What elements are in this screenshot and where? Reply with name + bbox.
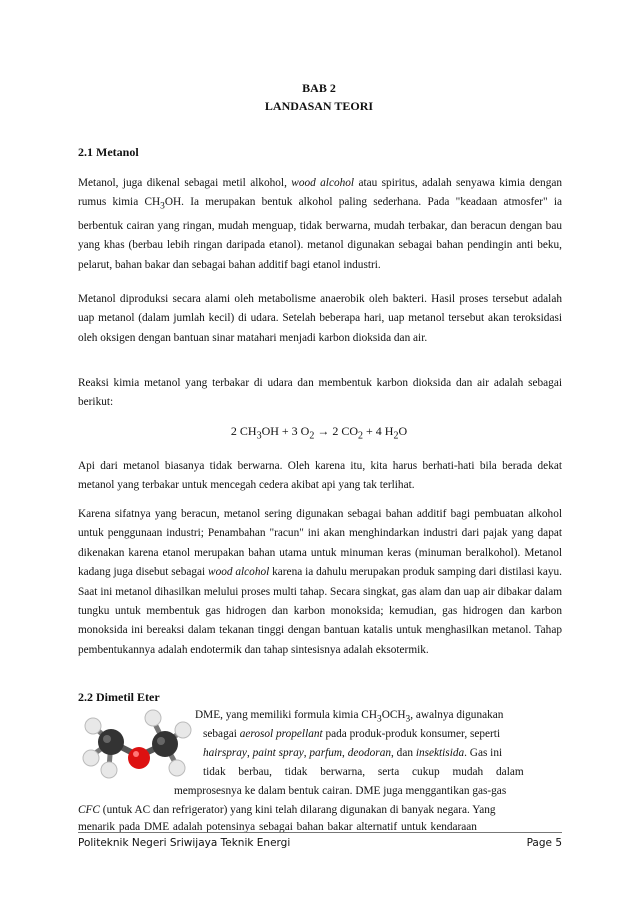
section-heading-metanol: 2.1 Metanol xyxy=(78,145,139,159)
dme-line-2: sebagai aerosol propellant pada produk-produk konsumer, seperti xyxy=(203,728,501,740)
dme-line-5: memprosesnya ke dalam bentuk cairan. DME juga menggantikan gas-gas xyxy=(174,785,507,797)
section-heading-dimetil-eter: 2.2 Dimetil Eter xyxy=(78,690,160,704)
dimethyl-ether-molecule-icon xyxy=(77,706,197,782)
footer-divider xyxy=(78,832,562,833)
page-number: Page 5 xyxy=(526,837,562,849)
paragraph-reaction-intro: Reaksi kimia metanol yang terbakar di udara dan membentuk karbon dioksida dan air adalah sebagai berikut: xyxy=(78,377,562,409)
dme-line-3: hairspray, paint spray, parfum, deodoran, dan insektisida. Gas ini xyxy=(203,747,503,759)
dme-line-7: menarik pada DME adalah potensinya sebagai bahan bakar alternatif untuk kendaraan xyxy=(78,821,477,833)
paragraph-metanol-intro: Metanol, juga dikenal sebagai metil alkohol, wood alcohol atau spiritus, adalah senyawa kimia dengan rumus kimia $CH_3OH$. Ia merupakan bentuk alkohol paling sederhana. Pada "keadaan atmosfer" ia berbentuk cairan yang ringan, mudah menguap, tidak berwarna, mudah terbakar, dan beracun dengan bau yang khas (berbau lebih ringan daripada etanol). metanol digunakan sebagai bahan pendingin anti beku, pelarut, bahan bakar dan sebagai bahan additif bagi etanol industri. xyxy=(78,177,563,271)
paragraph-toxicity: Karena sifatnya yang beracun, metanol sering digunakan sebagai bahan additif bagi pembuatan alkohol untuk penggunaan industri; Penambahan "racun" ini akan menghindarkan industri dari pajak yang dapat dikenakan karena etanol merupakan bahan utama untuk minuman keras (minuman beralkohol). Metanol kadang juga disebut sebagai wood alcohol karena ia dahulu merupakan produk samping dari distilasi kayu. Saat ini metanol dihasilkan melului proses multi tahap. Secara singkat, gas alam dan uap air dibakar dalam tungku untuk membentuk gas hidrogen dan karbon monoksida; kemudian, gas hidrogen dan karbon monoksida ini bereaksi dalam tekanan tinggi dengan bantuan katalis untuk menghasilkan metanol. Tahap pembentukannya adalah endotermik dan tahap sintesisnya adalah eksotermik. xyxy=(78,508,562,656)
combustion-equation: 2 $CH_3OH + 3$ $O_2 \to 2$ $CO_2 + 4$ $H_2O$ xyxy=(230,424,408,442)
paragraph-flame: Api dari metanol biasanya tidak berwarna. Oleh karena itu, kita harus berhati-hati bila berada dekat metanol yang terbakar untuk mencegah cedera akibat api yang tak terlihat. xyxy=(78,460,562,492)
chapter-title: LANDASAN TEORI xyxy=(264,99,374,113)
chapter-label: BAB 2 xyxy=(302,81,336,95)
dme-line-1: DME, yang memiliki formula kimia $CH_3OCH_3$, awalnya digunakan xyxy=(195,709,504,725)
footer-institution: Politeknik Negeri Sriwijaya Teknik Energi xyxy=(78,837,291,849)
paragraph-metanol-production: Metanol diproduksi secara alami oleh metabolisme anaerobik oleh bakteri. Hasil proses tersebut adalah uap metanol (dalam jumlah kecil) di udara. Setelah beberapa hari, uap metanol tersebut akan teroksidasi oleh oksigen dengan bantuan sinar matahari menjadi karbon dioksida dan air. xyxy=(78,293,562,344)
dme-line-6: CFC (untuk AC dan refrigerator) yang kini telah dilarang digunakan di banyak negara. Yang xyxy=(78,804,496,816)
dme-line-4: tidak berbau, tidak berwarna, serta cukup mudah dalam xyxy=(203,766,524,778)
